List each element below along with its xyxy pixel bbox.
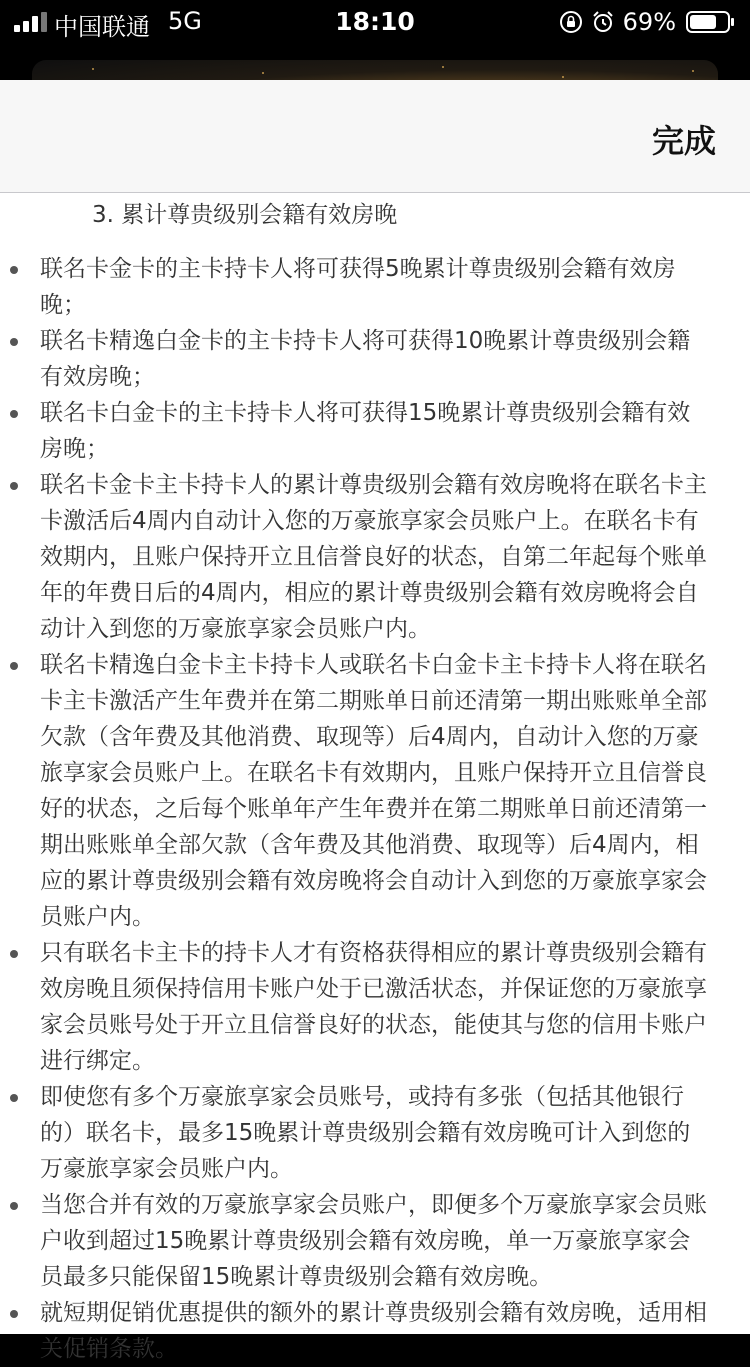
list-item — [0, 1079, 750, 1187]
status-indicators — [559, 8, 736, 36]
list-item-text: 联名卡金卡主卡持卡人的累计尊贵级别会籍有效房晚将在联名卡主卡激活后4周内自动计入您的万豪旅享家会员账户上。在联名卡有效期内，且账户保持开立且信誉良好的状态，自第二年起每个账单年的年费日后的4周内，相应的累计尊贵级别会籍有效房晚将会自动计入到您的万豪旅享家会员账户内。 — [40, 472, 707, 642]
bullet-dot — [10, 1310, 18, 1318]
sheet-header — [0, 80, 750, 193]
list-item-text: 联名卡金卡的主卡持卡人将可获得5晚累计尊贵级别会籍有效房晚； — [40, 256, 676, 318]
network-type: 5G — [168, 7, 202, 35]
battery-percentage: 69% — [622, 8, 676, 36]
bullet-dot — [10, 1094, 18, 1102]
list-item-text: 只有联名卡主卡的持卡人才有资格获得相应的累计尊贵级别会籍有效房晚且须保持信用卡账户处于已激活状态，并保证您的万豪旅享家会员账号处于开立且信誉良好的状态，能使其与您的信用卡账户进行绑定。 — [40, 940, 707, 1074]
bullet-dot — [10, 410, 18, 418]
list-item — [0, 647, 750, 935]
list-item — [0, 395, 750, 467]
bullet-dot — [10, 482, 18, 490]
done-button[interactable]: 完成 — [652, 116, 716, 162]
bullet-list — [0, 251, 750, 1367]
list-item — [0, 251, 750, 323]
bullet-dot — [10, 662, 18, 670]
battery-icon — [686, 10, 736, 34]
terms-content[interactable] — [0, 193, 750, 1362]
carrier-name: 中国联通 — [54, 13, 150, 41]
bullet-dot — [10, 338, 18, 346]
list-item-text: 联名卡精逸白金卡的主卡持卡人将可获得10晚累计尊贵级别会籍有效房晚； — [40, 328, 691, 390]
list-item-text: 当您合并有效的万豪旅享家会员账户，即便多个万豪旅享家会员账户收到超过15晚累计尊贵级别会籍有效房晚，单一万豪旅享家会员最多只能保留15晚累计尊贵级别会籍有效房晚。 — [40, 1192, 707, 1290]
status-bar — [0, 0, 750, 44]
list-item-text: 就短期促销优惠提供的额外的累计尊贵级别会籍有效房晚，适用相关促销条款。 — [40, 1300, 707, 1362]
list-item-text: 联名卡精逸白金卡主卡持卡人或联名卡白金卡主卡持卡人将在联名卡主卡激活产生年费并在第二期账单日前还清第一期出账账单全部欠款（含年费及其他消费、取现等）后4周内，自动计入您的万豪旅享家会员账户上。在联名卡有效期内，且账户保持开立且信誉良好的状态，之后每个账单年产生年费并在第二期账单日前还清第一期出账账单全部欠款（含年费及其他消费、取现等）后4周内，相应的累计尊贵级别会籍有效房晚将会自动计入到您的万豪旅享家会员账户内。 — [40, 652, 707, 930]
section-heading: 3. 累计尊贵级别会籍有效房晚 — [92, 202, 398, 228]
list-item — [0, 1187, 750, 1295]
list-item — [0, 1295, 750, 1367]
list-item — [0, 935, 750, 1079]
modal-sheet — [0, 80, 750, 1362]
list-item-text: 即使您有多个万豪旅享家会员账号，或持有多张（包括其他银行的）联名卡，最多15晚累计尊贵级别会籍有效房晚可计入到您的万豪旅享家会员账户内。 — [40, 1084, 691, 1182]
list-item — [0, 467, 750, 647]
bullet-dot — [10, 950, 18, 958]
list-item-text: 联名卡白金卡的主卡持卡人将可获得15晚累计尊贵级别会籍有效房晚； — [40, 400, 691, 462]
bullet-dot — [10, 266, 18, 274]
list-item — [0, 323, 750, 395]
bullet-dot — [10, 1202, 18, 1210]
clock: 18:10 — [335, 7, 415, 36]
alarm-icon — [591, 10, 615, 34]
orientation-lock-icon — [559, 10, 583, 34]
